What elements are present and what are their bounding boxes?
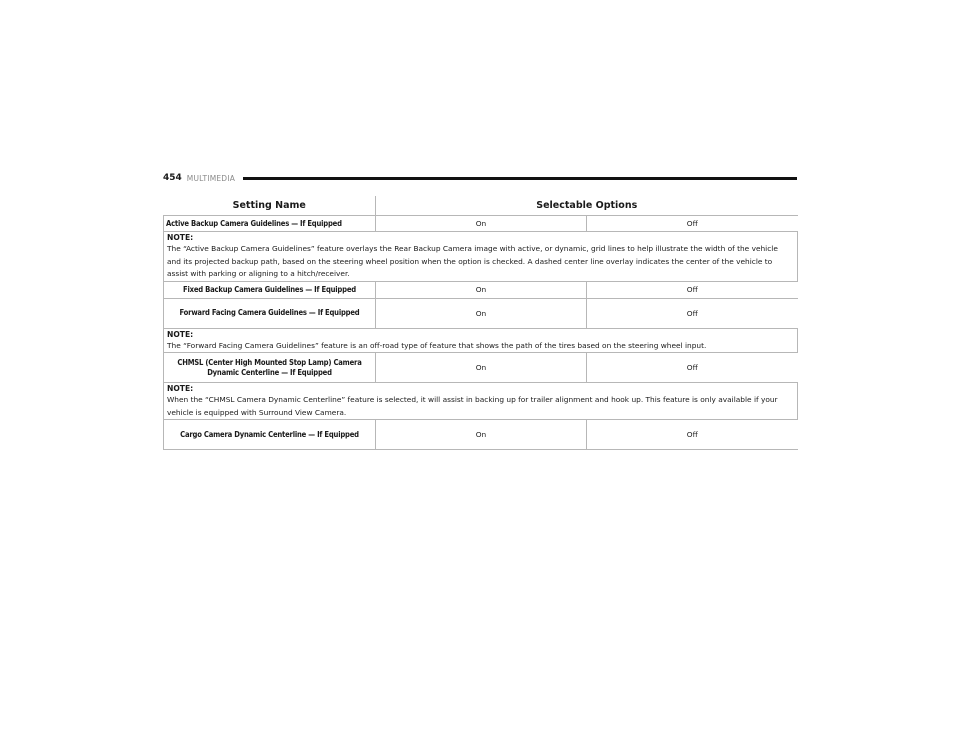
option-off: Off bbox=[587, 298, 798, 328]
table-row bbox=[164, 216, 798, 232]
option-on: On bbox=[376, 353, 587, 383]
option-off: Off bbox=[587, 420, 798, 450]
note-cell bbox=[164, 232, 798, 282]
option-off: Off bbox=[587, 281, 798, 298]
option-on: On bbox=[376, 216, 587, 232]
table-row bbox=[164, 298, 798, 328]
table-row-note bbox=[164, 383, 798, 420]
option-on: On bbox=[376, 298, 587, 328]
table-row bbox=[164, 353, 798, 383]
note-text: The “Active Backup Camera Guidelines” feature overlays the Rear Backup Camera image with active, or dynamic, grid lines to help illustrate the width of the vehicle and its projected backup path, based on the steering wheel position when the option is checked. A dashed center line overlay indicates the center of the vehicle to assist with parking or aligning to a hitch/receiver. bbox=[167, 244, 778, 278]
note-label: NOTE: bbox=[167, 384, 194, 393]
option-off: Off bbox=[587, 353, 798, 383]
page-header bbox=[163, 170, 797, 186]
note-label: NOTE: bbox=[167, 233, 194, 242]
column-header-selectable-options: Selectable Options bbox=[376, 196, 798, 216]
setting-name: Forward Facing Camera Guidelines — If Equipped bbox=[164, 298, 376, 328]
note-label: NOTE: bbox=[167, 329, 194, 339]
page-number: 454 bbox=[163, 173, 182, 183]
setting-name: Active Backup Camera Guidelines — If Equipped bbox=[164, 216, 376, 232]
header-rule bbox=[243, 177, 797, 180]
section-name: MULTIMEDIA bbox=[186, 173, 236, 183]
setting-name: Fixed Backup Camera Guidelines — If Equipped bbox=[164, 281, 376, 298]
setting-name: CHMSL (Center High Mounted Stop Lamp) Camera Dynamic Centerline — If Equipped bbox=[164, 353, 376, 383]
note-text: When the “CHMSL Camera Dynamic Centerline” feature is selected, it will assist in backing up for trailer alignment and hook up. This feature is only available if your vehicle is equipped with Surround View Camera. bbox=[167, 395, 778, 417]
table-row-note bbox=[164, 232, 798, 282]
table-row bbox=[164, 281, 798, 298]
note-cell bbox=[164, 328, 798, 353]
column-header-setting-name: Setting Name bbox=[164, 196, 376, 216]
note-text: The “Forward Facing Camera Guidelines” feature is an off-road type of feature that shows the path of the tires based on the steering wheel input. bbox=[167, 340, 707, 350]
option-off: Off bbox=[587, 216, 798, 232]
note-cell bbox=[164, 383, 798, 420]
settings-table bbox=[163, 196, 798, 450]
option-on: On bbox=[376, 281, 587, 298]
table-row bbox=[164, 420, 798, 450]
option-on: On bbox=[376, 420, 587, 450]
table-row-note bbox=[164, 328, 798, 353]
setting-name: Cargo Camera Dynamic Centerline — If Equipped bbox=[164, 420, 376, 450]
